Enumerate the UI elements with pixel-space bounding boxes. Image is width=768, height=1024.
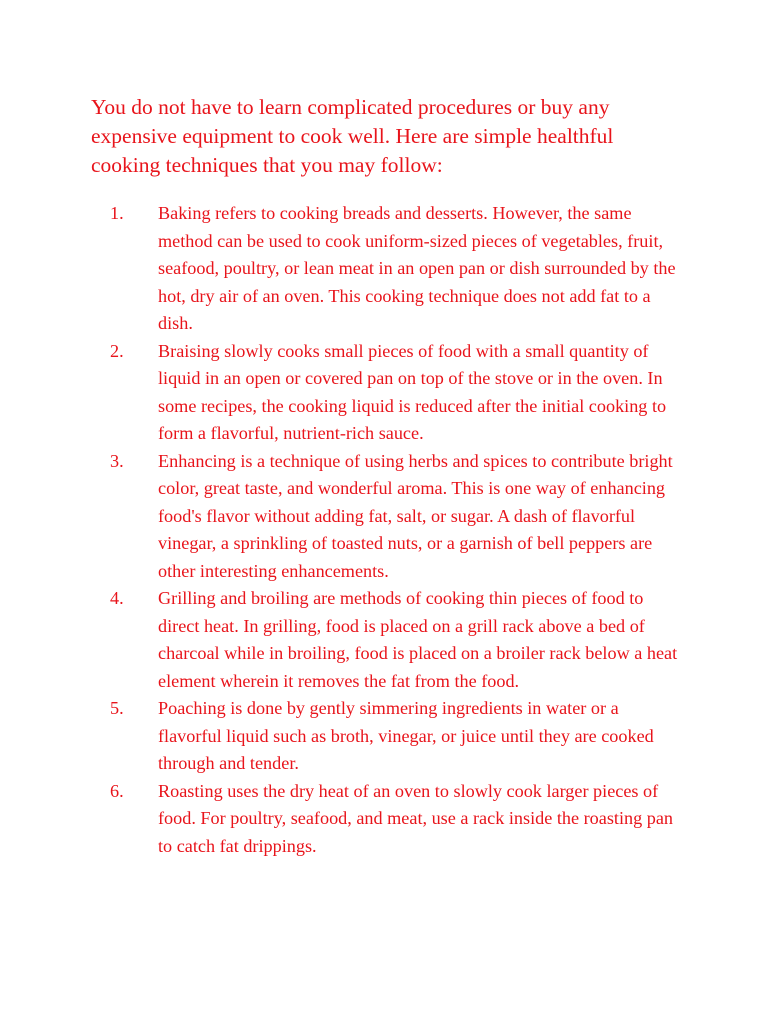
list-item xyxy=(0,338,685,448)
list-item xyxy=(0,200,685,338)
list-item-text: Enhancing is a technique of using herbs and spices to contribute bright color, great taste, and wonderful aroma. This is one way of enhancing food's flavor without adding fat, salt, or sugar. A dash of flavorful vinegar, a sprinkling of toasted nuts, or a garnish of bell peppers are other interesting enhancements. xyxy=(158,450,673,581)
intro-paragraph: You do not have to learn complicated procedures or buy any expensive equipment to cook well. Here are simple healthful cooking techniques that you may follow: xyxy=(91,95,614,177)
list-item xyxy=(0,585,685,695)
list-item-number: 4. xyxy=(110,588,124,608)
list-item-text: Baking refers to cooking breads and desserts. However, the same method can be used to cook uniform-sized pieces of vegetables, fruit, seafood, poultry, or lean meat in an open pan or dish surrounded by the hot, dry air of an oven. This cooking technique does not add fat to a dish. xyxy=(158,203,676,333)
list-item-text: Grilling and broiling are methods of cooking thin pieces of food to direct heat. In grilling, food is placed on a grill rack above a bed of charcoal while in broiling, food is placed on a broiler rack below a heat element wherein it removes the fat from the food. xyxy=(158,588,678,691)
list-item-text: Poaching is done by gently simmering ingredients in water or a flavorful liquid such as broth, vinegar, or juice until they are cooked through and tender. xyxy=(158,698,654,773)
cooking-techniques-list xyxy=(0,200,768,860)
list-item-number: 3. xyxy=(110,450,124,471)
list-item xyxy=(0,778,685,861)
list-item-text: Roasting uses the dry heat of an oven to slowly cook larger pieces of food. For poultry, seafood, and meat, use a rack inside the roasting pan to catch fat drippings. xyxy=(158,780,674,856)
list-item-number: 6. xyxy=(110,780,124,801)
list-item-number: 5. xyxy=(110,698,124,718)
list-item-number: 2. xyxy=(110,340,124,361)
list-item xyxy=(0,695,685,778)
list-item xyxy=(0,448,685,586)
list-item-text: Braising slowly cooks small pieces of food with a small quantity of liquid in an open or covered pan on top of the stove or in the oven. In some recipes, the cooking liquid is reduced after the initial cooking to form a flavorful, nutrient-rich sauce. xyxy=(158,340,667,443)
list-item-number: 1. xyxy=(110,203,124,223)
